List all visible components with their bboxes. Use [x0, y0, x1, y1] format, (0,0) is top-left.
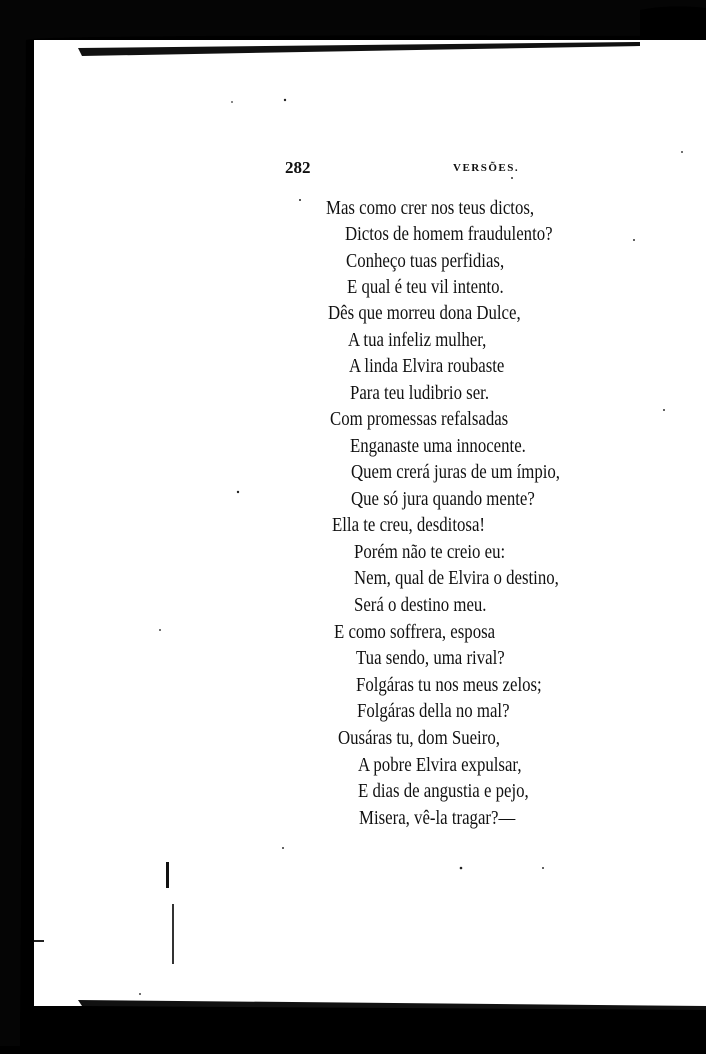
- poem-line: Dês que morreu dona Dulce,: [328, 302, 521, 324]
- poem-line: Porém não te creio eu:: [354, 541, 506, 563]
- poem-line: Tua sendo, uma rival?: [356, 647, 505, 669]
- poem-line: Ella te creu, desditosa!: [332, 514, 486, 536]
- poem-line: A linda Elvira roubaste: [349, 355, 505, 377]
- poem-line: Folgáras tu nos meus zelos;: [356, 674, 542, 696]
- poem-line: Será o destino meu.: [354, 594, 487, 616]
- running-title: VERSÕES.: [453, 162, 520, 174]
- poem-line: Quem crerá juras de um ímpio,: [351, 461, 561, 483]
- poem-line: A pobre Elvira expulsar,: [358, 754, 522, 776]
- poem-line: E como soffrera, esposa: [334, 621, 496, 643]
- poem-line: Com promessas refalsadas: [330, 408, 509, 430]
- poem-line: Folgáras della no mal?: [357, 700, 510, 722]
- poem-line: Ousáras tu, dom Sueiro,: [338, 727, 500, 749]
- poem-line: Dictos de homem fraudulento?: [345, 223, 553, 245]
- poem-line: A tua infeliz mulher,: [348, 329, 487, 351]
- poem-line: Enganaste uma innocente.: [350, 435, 526, 457]
- poem-line: Mas como crer nos teus dictos,: [326, 197, 535, 219]
- poem-line: Nem, qual de Elvira o destino,: [354, 567, 559, 589]
- page-number: 282: [285, 158, 311, 177]
- poem-line: Para teu ludibrio ser.: [350, 382, 490, 404]
- poem-line: Misera, vê-la tragar?—: [359, 807, 516, 829]
- poem-line: Que só jura quando mente?: [351, 488, 535, 510]
- poem-line: E qual é teu vil intento.: [347, 276, 504, 298]
- poem-line: Conheço tuas perfidias,: [346, 250, 505, 272]
- poem-line: E dias de angustia e pejo,: [358, 780, 529, 802]
